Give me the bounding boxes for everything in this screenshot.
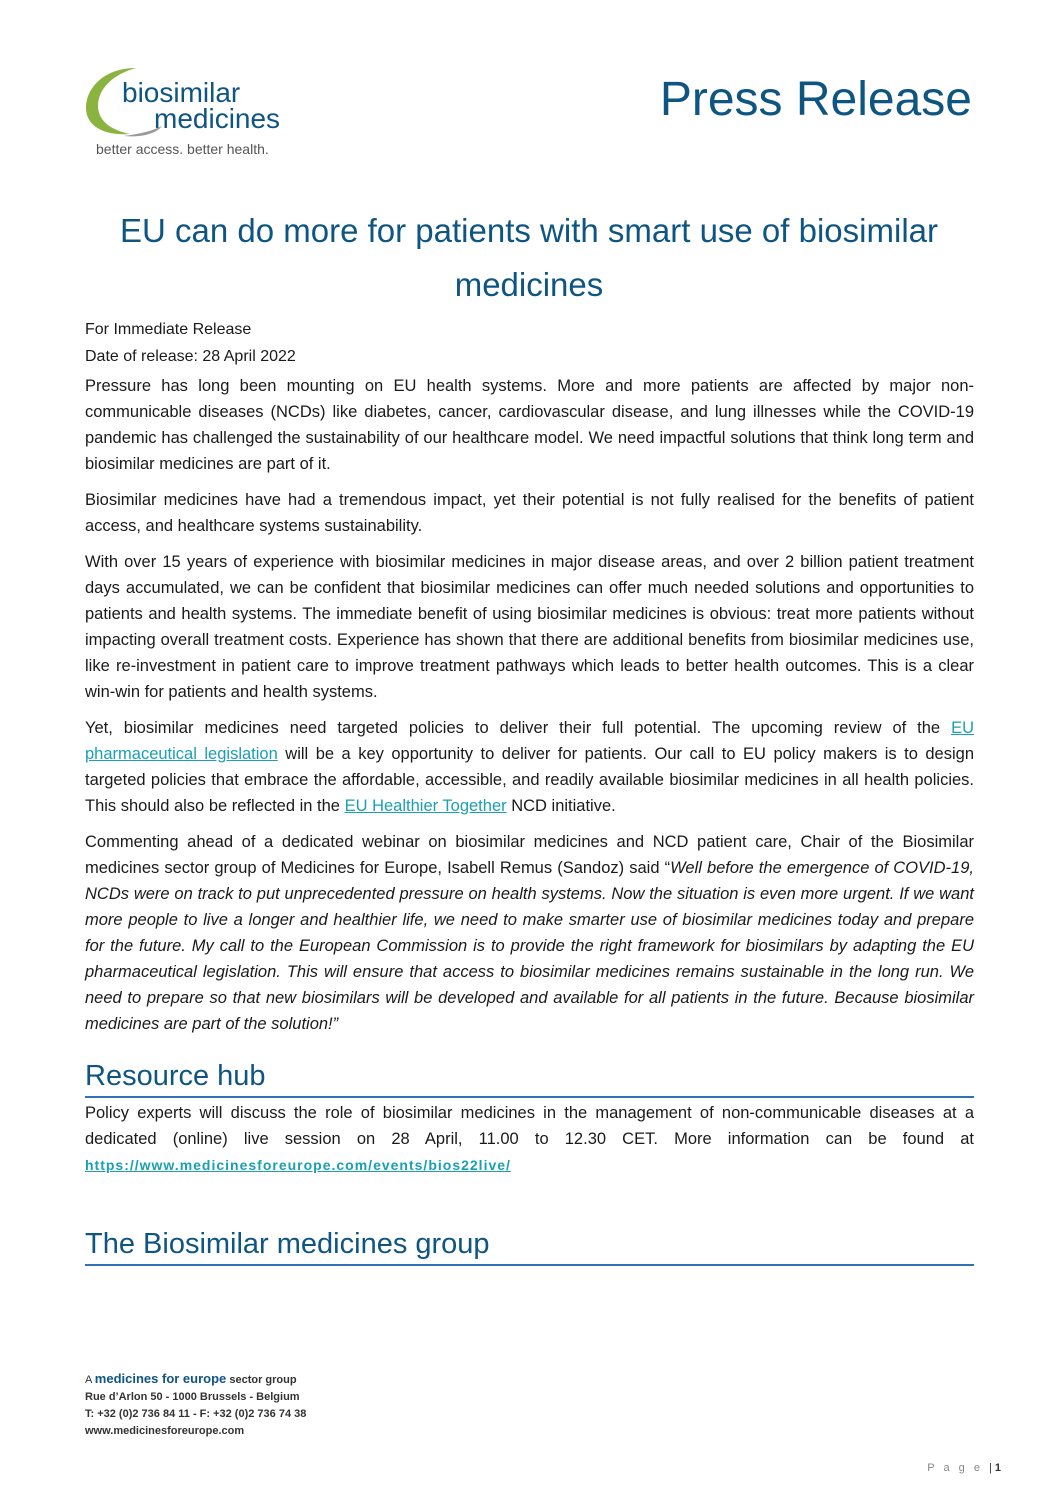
page-title: EU can do more for patients with smart use of biosimilar medicines xyxy=(120,212,938,303)
paragraph-3: With over 15 years of experience with biosimilar medicines in major disease areas, and over 2 billion patient treatment days accumulated, we can be confident that biosimilar medicines can offer much needed solutions and opportunities to patients and health systems. The immediate benefit of using biosimilar medicines is obvious: treat more patients without impacting overall treatment costs. Experience has shown that there are additional benefits from biosimilar medicines use, like re-investment in patient care to improve treatment pathways which leads to better health outcomes. This is a clear win-win for patients and health systems. xyxy=(85,553,974,701)
release-type: For Immediate Release xyxy=(85,321,252,338)
page-number xyxy=(927,1462,1004,1474)
footer-address: Rue d’Arlon 50 - 1000 Brussels - Belgium xyxy=(85,1391,300,1403)
footer-brand: medicines for europe xyxy=(94,1371,227,1386)
footer xyxy=(85,1370,306,1440)
footer-suffix: sector group xyxy=(229,1374,297,1386)
company-logo xyxy=(84,64,294,164)
release-date: Date of release: 28 April 2022 xyxy=(85,348,296,365)
footer-prefix: A xyxy=(85,1374,92,1386)
biosimilar-group-heading: The Biosimilar medicines group xyxy=(85,1226,974,1266)
footer-phone: T: +32 (0)2 736 84 11 - F: +32 (0)2 736 74 38 xyxy=(85,1408,307,1420)
paragraph-5-text: Commenting ahead of a dedicated webinar on biosimilar medicines and NCD patient care, Chair of the Biosimilar medicines sector group of Medicines for Europe, Isabell Remus (Sandoz) said “ xyxy=(85,833,974,877)
paragraph-5 xyxy=(85,829,974,1037)
logo-tagline: better access. better health. xyxy=(96,141,269,157)
chair-quote: Well before the emergence of COVID-19, NCDs were on track to put unprecedented pressure on health systems. Now the situation is even more urgent. If we want more people to live a longer and healthier life, we need to make smarter use of biosimilar medicines today and prepare for the future. My call to the European Commission is to provide the right framework for biosimilars by adapting the EU pharmaceutical legislation. This will ensure that access to biosimilar medicines remains sustainable in the long run. We need to prepare so that new biosimilars will be developed and available for all patients in the future. Because biosimilar medicines are part of the solution!” xyxy=(85,859,974,1033)
page-number-value: 1 xyxy=(994,1462,1004,1474)
article-body xyxy=(85,373,974,1047)
paragraph-4-text-a: Yet, biosimilar medicines need targeted policies to deliver their full potential. The upcoming review of the xyxy=(85,719,952,737)
eu-pharmaceutical-legislation-link[interactable]: EU pharmaceutical legislation xyxy=(85,719,974,763)
press-release-label: Press Release xyxy=(659,73,972,126)
resource-hub-description: Policy experts will discuss the role of biosimilar medicines in the management of non-communicable diseases at a dedicated (online) live session on 28 April, 11.00 to 12.30 CET. More information can be found at xyxy=(85,1104,974,1148)
paragraph-4-text-b: will be a key opportunity to deliver for patients. Our call to EU policy makers is to design targeted policies that embrace the affordable, accessible, and readily available biosimilar medicines in all health policies. This should also be reflected in the xyxy=(85,745,975,815)
logo-word-biosimilar: biosimilar xyxy=(122,77,241,108)
eu-healthier-together-link[interactable]: EU Healthier Together xyxy=(344,797,507,815)
resource-hub-heading: Resource hub xyxy=(85,1058,974,1098)
page-separator: | xyxy=(989,1462,995,1474)
paragraph-4-text-c: NCD initiative. xyxy=(506,797,616,815)
bios22live-link[interactable]: https://www.medicinesforeurope.com/events/bios22live/ xyxy=(85,1157,511,1173)
resource-hub-text xyxy=(85,1100,974,1178)
paragraph-1: Pressure has long been mounting on EU health systems. More and more patients are affected by major non-communicable diseases (NCDs) like diabetes, cancer, cardiovascular disease, and lung illnesses while the COVID-19 pandemic has challenged the sustainability of our healthcare model. We need impactful solutions that think long term and biosimilar medicines are part of it. xyxy=(85,377,974,473)
paragraph-4 xyxy=(85,715,974,819)
logo-word-medicines: medicines xyxy=(154,103,281,134)
page-label: P a g e xyxy=(927,1462,983,1474)
footer-website: www.medicinesforeurope.com xyxy=(85,1425,245,1437)
paragraph-2: Biosimilar medicines have had a tremendous impact, yet their potential is not fully realised for the benefits of patient access, and healthcare systems sustainability. xyxy=(85,491,974,535)
footer-sector-line xyxy=(85,1370,306,1389)
